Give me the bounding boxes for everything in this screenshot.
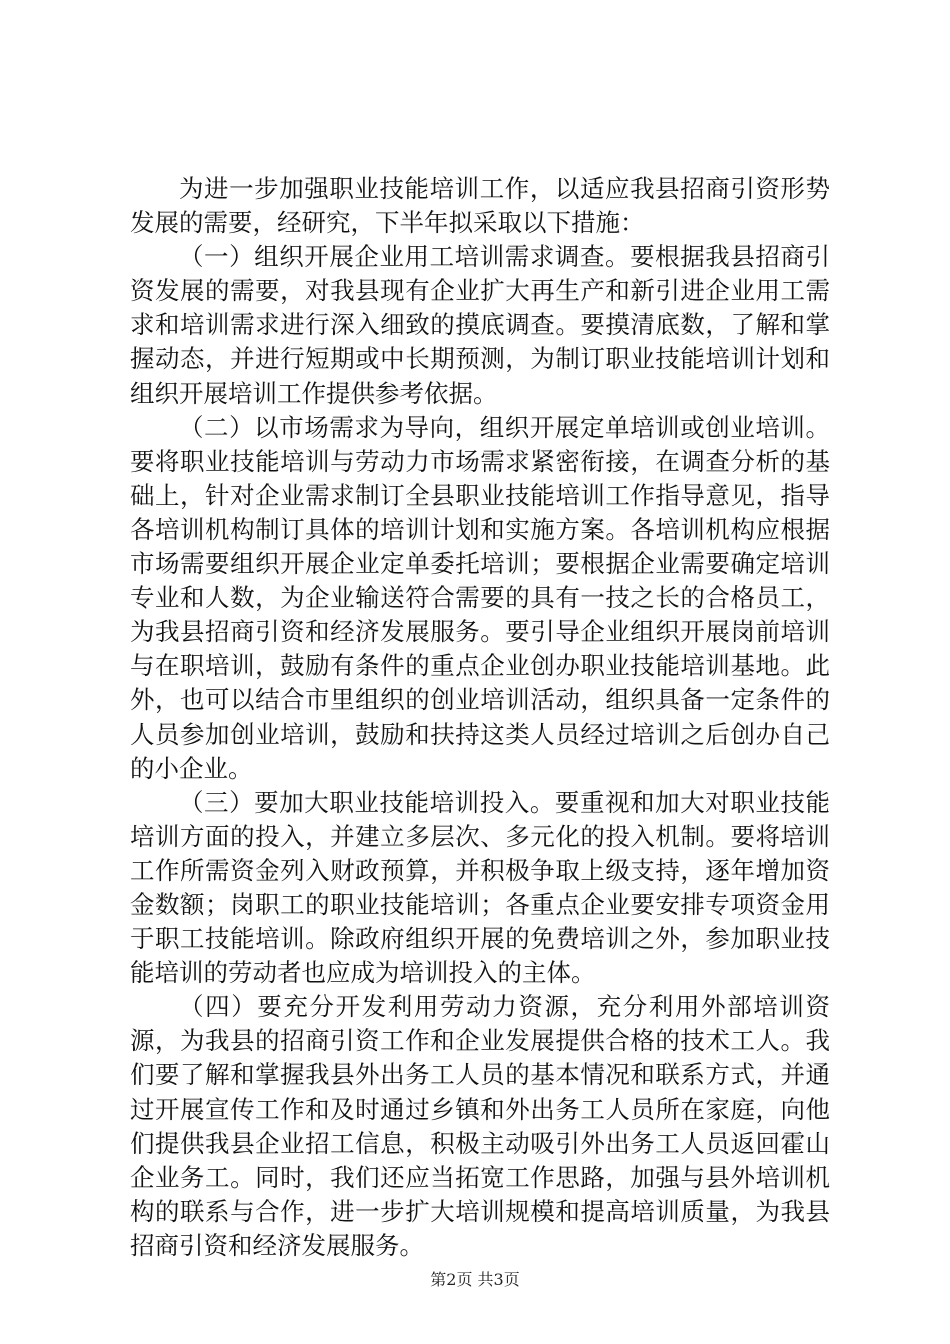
page-number-footer: 第2页 共3页 <box>430 1270 520 1289</box>
paragraph-section-1: （一）组织开展企业用工培训需求调查。要根据我县招商引资发展的需要，对我县现有企业扩大再生产和新引进企业用工需求和培训需求进行深入细致的摸底调查。要摸清底数，了解和掌握动态，并进行短期或中长期预测，为制订职业技能培训计划和组织开展培训工作提供参考依据。 <box>130 242 830 408</box>
paragraph-section-3: （三）要加大职业技能培训投入。要重视和加大对职业技能培训方面的投入，并建立多层次、多元化的投入机制。要将培训工作所需资金列入财政预算，并积极争取上级支持，逐年增加资金数额；岗职工的职业技能培训；各重点企业要安排专项资金用于职工技能培训。除政府组织开展的免费培训之外，参加职业技能培训的劳动者也应成为培训投入的主体。 <box>130 787 830 988</box>
paragraph-intro: 为进一步加强职业技能培训工作，以适应我县招商引资形势发展的需要，经研究，下半年拟采取以下措施： <box>130 174 830 238</box>
paragraph-section-2: （二）以市场需求为导向，组织开展定单培训或创业培训。要将职业技能培训与劳动力市场需求紧密衔接，在调查分析的基础上，针对企业需求制订全县职业技能培训工作指导意见，指导各培训机构制订具体的培训计划和实施方案。各培训机构应根据市场需要组织开展企业定单委托培训；要根据企业需要确定培训专业和人数，为企业输送符合需要的具有一技之长的合格员工，为我县招商引资和经济发展服务。要引导企业组织开展岗前培训与在职培训，鼓励有条件的重点企业创办职业技能培训基地。此外，也可以结合市里组织的创业培训活动，组织具备一定条件的人员参加创业培训，鼓励和扶持这类人员经过培训之后创办自己的小企业。 <box>130 412 830 783</box>
paragraph-section-4: （四）要充分开发利用劳动力资源，充分利用外部培训资源，为我县的招商引资工作和企业发展提供合格的技术工人。我们要了解和掌握我县外出务工人员的基本情况和联系方式，并通过开展宣传工作和及时通过乡镇和外出务工人员所在家庭，向他们提供我县企业招工信息，积极主动吸引外出务工人员返回霍山企业务工。同时，我们还应当拓宽工作思路，加强与县外培训机构的联系与合作，进一步扩大培训规模和提高培训质量，为我县招商引资和经济发展服务。 <box>130 992 830 1260</box>
document-body <box>130 172 830 1263</box>
